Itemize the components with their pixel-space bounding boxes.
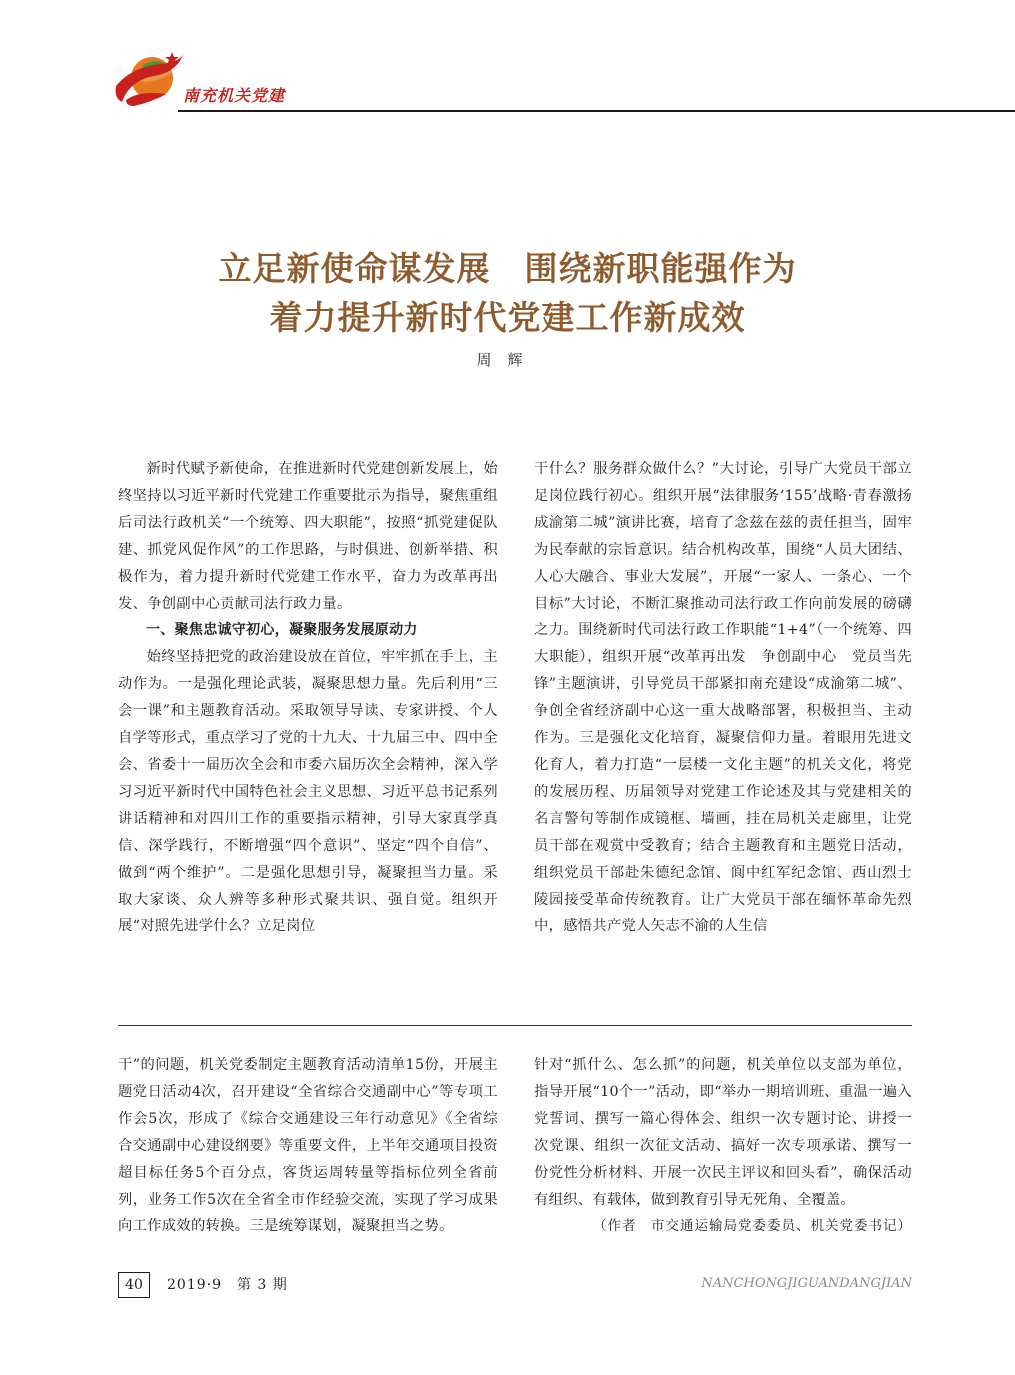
section-heading: 一、聚焦忠诚守初心，凝聚服务发展原动力 <box>146 622 418 639</box>
article-author: 周辉 <box>476 351 539 369</box>
globe-swoosh-star-icon <box>112 42 186 112</box>
paragraph: 新时代赋予新使命，在推进新时代党建创新发展上，始终坚持以习近平新时代党建工作重要批示为指导，聚焦重组后司法行政机关“一个统筹、四大职能”，按照“抓党建促队建、抓党风促作风”的工作思路，与时俱进、创新举措、积极作为，着力提升新时代党建工作水平，奋力为改革再出发、争创副中心贡献司法行政力量。 <box>118 461 498 612</box>
section-divider <box>118 1025 912 1026</box>
issue-info: 2019·9 第 3 期 <box>167 1277 288 1293</box>
text-column-4 <box>534 1052 912 1240</box>
brand-name: 南充机关党建 <box>183 86 286 105</box>
author-signature: （作者 市交通运输局党委委员、机关党委书记） <box>593 1218 912 1235</box>
text-column-1 <box>118 456 498 940</box>
text-column-3 <box>118 1052 498 1240</box>
header-rule <box>178 110 1015 112</box>
page-number: 40 <box>118 1272 150 1298</box>
publication-name: NANCHONGJIGUANDANGJIAN <box>701 1276 912 1291</box>
paragraph: 针对“抓什么、怎么抓”的问题，机关单位以支部为单位，指导开展“10个一”活动，即“举办一期培训班、重温一遍入党誓词、撰写一篇心得体会、组织一次专题讨论、讲授一次党课、组织一次征文活动、搞好一次专项承诺、撰写一份党性分析材料、开展一次民主评议和回头看”，确保活动有组织、有载体，做到教育引导无死角、全覆盖。 <box>534 1057 912 1208</box>
article-title-line-2: 着力提升新时代党建工作新成效 <box>269 298 746 337</box>
paragraph: 干什么？服务群众做什么？”大讨论，引导广大党员干部立足岗位践行初心。组织开展“法律服务‘155’战略·青春激扬成渝第二城”演讲比赛，培育了念兹在兹的责任担当，固牢为民奉献的宗旨意识。结合机构改革，围绕“人员大团结、人心大融合、事业大发展”，开展“一家人、一条心、一个目标”大讨论，不断汇聚推动司法行政工作向前发展的磅礴之力。围绕新时代司法行政工作职能“1+4”（一个统筹、四大职能），组织开展“改革再出发 争创副中心 党员当先锋”主题演讲，引导党员干部紧扣南充建设“成渝第二城”、争创全省经济副中心这一重大战略部署，积极担当、主动作为。三是强化文化培育，凝聚信仰力量。着眼用先进文化育人，着力打造“一层楼一文化主题”的机关文化，将党的发展历程、历届领导对党建工作论述及其与党建相关的名言警句等制作成镜框、墙画，挂在局机关走廊里，让党员干部在观赏中受教育；结合主题教育和主题党日活动，组织党员干部赴朱德纪念馆、阆中红军纪念馆、西山烈士陵园接受革命传统教育。让广大党员干部在缅怀革命先烈中，感悟共产党人矢志不渝的人生信 <box>534 461 912 935</box>
article-title-line-1: 立足新使命谋发展 围绕新职能强作为 <box>218 249 797 288</box>
paragraph: 干”的问题，机关党委制定主题教育活动清单15份，开展主题党日活动4次，召开建设“全省综合交通副中心”等专项工作会5次，形成了《综合交通建设三年行动意见》《全省综合交通副中心建设纲要》等重要文件，上半年交通项目投资超目标任务5个百分点，客货运周转量等指标位列全省前列，业务工作5次在全省全市作经验交流，实现了学习成果向工作成效的转换。三是统筹谋划，凝聚担当之势。 <box>118 1057 498 1235</box>
paragraph: 始终坚持把党的政治建设放在首位，牢牢抓在手上，主动作为。一是强化理论武装，凝聚思想力量。先后利用“三会一课”和主题教育活动。采取领导导读、专家讲授、个人自学等形式，重点学习了党的十九大、十九届三中、四中全会、省委十一届历次全会和市委六届历次全会精神，深入学习习近平新时代中国特色社会主义思想、习近平总书记系列讲话精神和对四川工作的重要指示精神，引导大家真学真信、深学践行，不断增强“四个意识”、坚定“四个自信”、做到“两个维护”。二是强化思想引导，凝聚担当力量。采取大家谈、众人辨等多种形式聚共识、强自觉。组织开展“对照先进学什么？立足岗位 <box>118 649 498 935</box>
text-column-2 <box>534 456 912 940</box>
